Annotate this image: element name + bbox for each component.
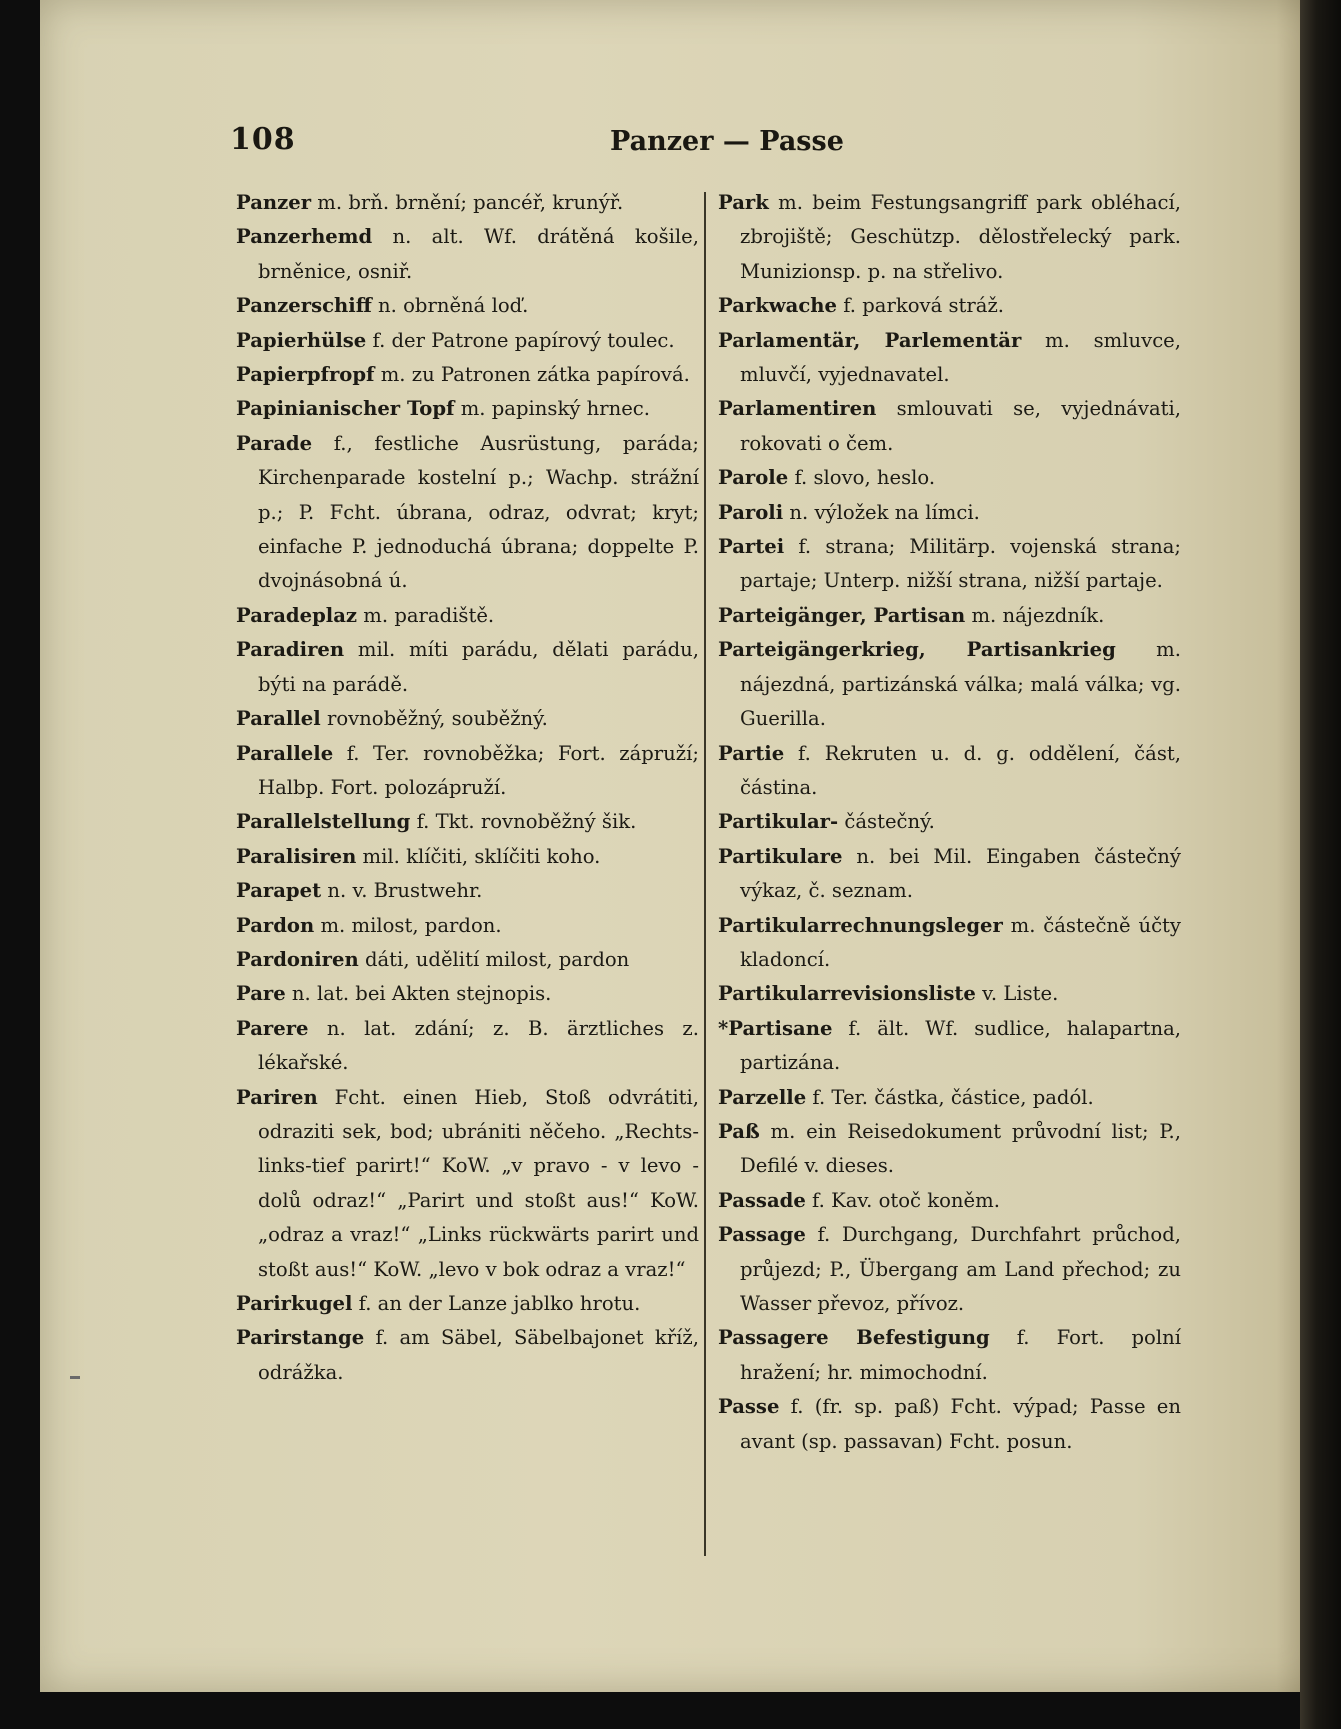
entry-definition: f. slovo, heslo.: [788, 466, 936, 490]
entry-definition: f., festliche Ausrüstung, paráda; Kirchenparade kostelní p.; Wachp. strážní p.; P. Fcht. úbrana, odraz, odvrat; kryt; einfache P. jednoduchá úbrana; doppelte P. dvojnásobná ú.: [258, 431, 699, 593]
dictionary-entry: [718, 1218, 1181, 1321]
dictionary-entry: [718, 186, 1181, 289]
dictionary-entry: [718, 909, 1181, 978]
entry-headword: Parirkugel: [236, 1292, 353, 1315]
entry-definition: Fcht. einen Hieb, Stoß odvrátiti, odraziti sek, bod; ubrániti něčeho. „Rechts-links-tief parirt!“ KoW. „v pravo - v levo - dolů odraz!“ „Parirt und stoßt aus!“ KoW. „odraz a vraz!“ „Links rückwärts parirt und stoßt aus!“ KoW. „levo v bok odraz a vraz!“: [258, 1085, 699, 1281]
page-header: [230, 122, 1190, 162]
entry-headword: *Partisane: [718, 1016, 833, 1040]
entry-headword: Papierhülse: [236, 328, 367, 352]
entry-definition: smlouvati se, vyjednávati, rokovati o čem.: [740, 397, 1181, 455]
dictionary-entry: [718, 805, 1181, 839]
entry-definition: f. parková stráž.: [837, 294, 1005, 318]
dictionary-entry: [718, 1115, 1181, 1184]
dictionary-entry: [236, 943, 699, 977]
entry-definition: v. Liste.: [975, 982, 1059, 1006]
dictionary-entry: [718, 1390, 1181, 1459]
book-spine: [1300, 0, 1341, 1729]
entry-headword: Parole: [718, 466, 789, 490]
dictionary-entry: [236, 220, 699, 289]
entry-headword: Parzelle: [718, 1085, 807, 1109]
entry-definition: rovnoběžný, souběžný.: [320, 707, 548, 731]
dictionary-entry: [236, 977, 699, 1011]
entry-headword: Passage: [718, 1223, 806, 1247]
dictionary-entry: [718, 324, 1181, 393]
edge-mark: [70, 1376, 80, 1379]
entry-headword: Paß: [718, 1119, 760, 1143]
entry-headword: Parteigängerkrieg, Partisankrieg: [718, 638, 1116, 662]
entry-headword: Parteigänger, Partisan: [718, 603, 966, 627]
dictionary-entry: [236, 909, 699, 943]
entry-definition: f. Fort. polní hražení; hr. mimochodní.: [740, 1326, 1182, 1384]
dictionary-entry: [236, 1081, 699, 1287]
dictionary-entry: [718, 1012, 1181, 1081]
entry-headword: Parlamentär, Parlementär: [718, 328, 1022, 352]
entry-definition: f. Durchgang, Durchfahrt průchod, průjezd; P., Übergang am Land přechod; zu Wasser převoz, přívoz.: [740, 1223, 1181, 1315]
entry-definition: f. Tkt. rovnoběžný šik.: [410, 810, 637, 834]
entry-headword: Parirstange: [236, 1326, 365, 1350]
entry-headword: Partikularrevisionsliste: [718, 982, 976, 1006]
entry-headword: Panzerschiff: [236, 294, 372, 318]
entry-headword: Passe: [718, 1395, 780, 1419]
entry-definition: n. alt. Wf. drátěná košile, brněnice, osniř.: [258, 225, 699, 283]
entry-definition: n. bei Mil. Eingaben částečný výkaz, č. seznam.: [740, 844, 1181, 903]
dictionary-entry: [718, 530, 1181, 599]
entry-headword: Pardon: [236, 913, 315, 937]
dictionary-entry: [236, 1287, 699, 1321]
entry-definition: f. Kav. otoč koněm.: [805, 1188, 1000, 1212]
entry-definition: m. smluvce, mluvčí, vyjednavatel.: [740, 328, 1181, 387]
entry-headword: Partikularrechnungsleger: [718, 913, 1003, 937]
entry-headword: Passade: [718, 1188, 806, 1212]
dictionary-entry: [718, 977, 1181, 1011]
entry-definition: n. v. Brustwehr.: [321, 879, 483, 903]
dictionary-entry: [236, 289, 699, 323]
dictionary-entry: [718, 1081, 1181, 1115]
entry-headword: Partikulare: [718, 844, 843, 868]
running-head: Panzer — Passe: [610, 126, 844, 157]
dictionary-entry: [236, 1321, 699, 1390]
right-column: [718, 186, 1181, 1459]
dictionary-entry: [718, 633, 1181, 736]
entry-headword: Panzer: [236, 191, 312, 214]
dictionary-entry: [236, 1012, 699, 1081]
left-column: [236, 186, 699, 1390]
dictionary-entry: [718, 1321, 1181, 1390]
entry-headword: Papinianischer Topf: [236, 397, 455, 421]
dictionary-entry: [718, 392, 1181, 461]
dictionary-entry: [718, 840, 1181, 909]
entry-headword: Parade: [236, 431, 313, 455]
page-number: 108: [230, 122, 296, 157]
dictionary-entry: [718, 461, 1181, 495]
entry-headword: Paralisiren: [236, 844, 357, 868]
dictionary-entry: [236, 840, 699, 874]
column-divider: [704, 192, 706, 1556]
entry-definition: částečný.: [838, 810, 935, 834]
dictionary-entry: [236, 805, 699, 839]
entry-definition: f. (fr. sp. paß) Fcht. výpad; Passe en avant (sp. passavan) Fcht. posun.: [740, 1395, 1181, 1453]
dictionary-entry: [236, 186, 699, 220]
entry-headword: Papierpfropf: [236, 363, 375, 387]
entry-headword: Paradeplaz: [236, 603, 358, 627]
entry-definition: n. výložek na límci.: [783, 500, 980, 524]
entry-definition: m. částečně účty kladoncí.: [740, 913, 1181, 971]
dictionary-entry: [236, 358, 699, 392]
entry-headword: Parkwache: [718, 294, 838, 318]
entry-definition: m. milost, pardon.: [314, 913, 502, 937]
entry-headword: Parallel: [236, 707, 321, 731]
entry-headword: Paradiren: [236, 638, 345, 662]
dictionary-entry: [236, 427, 699, 599]
entry-headword: Park: [718, 191, 769, 214]
entry-headword: Parlamentiren: [718, 397, 877, 421]
entry-definition: m. paradiště.: [357, 603, 495, 627]
entry-definition: f. Ter. částka, částice, padól.: [806, 1085, 1094, 1109]
dictionary-entry: [236, 737, 699, 806]
entry-definition: m. nájezdná, partizánská válka; malá válka; vg. Guerilla.: [740, 638, 1181, 731]
entry-definition: m. papinský hrnec.: [454, 397, 651, 421]
entry-headword: Passagere Befestigung: [718, 1326, 990, 1350]
entry-definition: n. lat. bei Akten stejnopis.: [285, 982, 552, 1006]
dictionary-entry: [236, 324, 699, 358]
entry-definition: n. obrněná loď.: [371, 294, 529, 318]
entry-headword: Panzerhemd: [236, 225, 373, 249]
dictionary-entry: [718, 737, 1181, 806]
entry-headword: Pare: [236, 982, 286, 1006]
entry-headword: Pardoniren: [236, 947, 359, 971]
entry-definition: dáti, udělití milost, pardon: [358, 947, 630, 971]
entry-definition: mil. klíčiti, sklíčiti koho.: [356, 844, 601, 868]
dictionary-entry: [718, 1184, 1181, 1218]
entry-headword: Parapet: [236, 879, 322, 903]
entry-definition: f. ält. Wf. sudlice, halapartna, partizána.: [740, 1016, 1181, 1075]
dictionary-entry: [236, 702, 699, 736]
dictionary-entry: [718, 496, 1181, 530]
entry-definition: m. ein Reisedokument průvodní list; P., Defilé v. dieses.: [740, 1119, 1181, 1178]
entry-definition: f. an der Lanze jablko hrotu.: [352, 1292, 641, 1315]
entry-definition: m. beim Festungsangriff park obléhací, zbrojiště; Geschützp. dělostřelecký park. Munizionsp. p. na střelivo.: [740, 191, 1181, 283]
entry-headword: Paroli: [718, 500, 784, 524]
dictionary-entry: [236, 599, 699, 633]
entry-definition: m. zu Patronen zátka papírová.: [374, 363, 690, 387]
entry-headword: Parallele: [236, 741, 334, 765]
entry-definition: f. Rekruten u. d. g. oddělení, část, částina.: [740, 741, 1181, 799]
entry-definition: f. strana; Militärp. vojenská strana; partaje; Unterp. nižší strana, nižší partaje.: [740, 535, 1181, 593]
entry-definition: mil. míti parádu, dělati parádu, býti na parádě.: [258, 638, 699, 696]
entry-definition: f. am Säbel, Säbelbajonet kříž, odrážka.: [258, 1326, 699, 1384]
entry-headword: Partei: [718, 535, 785, 559]
dictionary-entry: [718, 599, 1181, 633]
entry-definition: m. brň. brnění; pancéř, krunýř.: [311, 191, 624, 214]
entry-headword: Parere: [236, 1016, 309, 1040]
dictionary-entry: [236, 874, 699, 908]
entry-headword: Parallelstellung: [236, 810, 411, 834]
entry-definition: f. der Patrone papírový toulec.: [366, 328, 675, 352]
entry-definition: m. nájezdník.: [965, 603, 1105, 627]
entry-definition: n. lat. zdání; z. B. ärztliches z. lékařské.: [258, 1016, 699, 1075]
entry-headword: Partikular-: [718, 810, 839, 834]
dictionary-entry: [718, 289, 1181, 323]
dictionary-entry: [236, 633, 699, 702]
entry-definition: f. Ter. rovnoběžka; Fort. zápruží; Halbp. Fort. polozápruží.: [258, 741, 699, 799]
dictionary-entry: [236, 392, 699, 426]
entry-headword: Partie: [718, 741, 785, 765]
entry-headword: Pariren: [236, 1085, 318, 1109]
